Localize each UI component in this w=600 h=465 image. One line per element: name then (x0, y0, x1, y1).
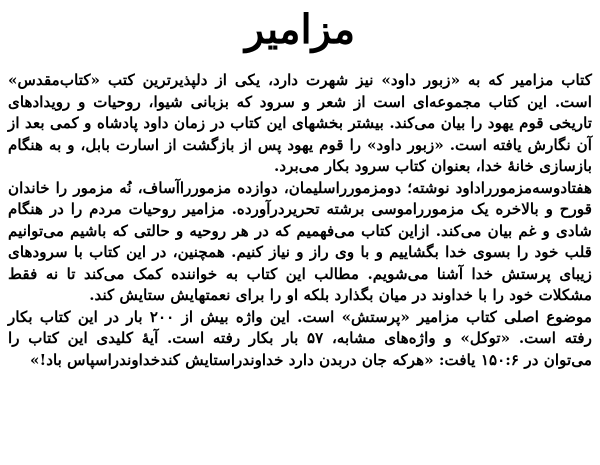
page-title: مزامیر (244, 6, 356, 53)
paragraph-theme: موضوع اصلی کتاب مزامیر «پرستش» است. این واژه بیش از ۲۰۰ بار در این کتاب بکار رفته است. «توکل» و واژه‌های مشابه، ۵۷ بار بکار رفته است. آیهٔ کلیدی این کتاب را می‌توان در ۱۵۰:۶ یافت: «هرکه جان دربدن دارد خداوندراستایش کندخداوندراسپاس باد!» (8, 307, 592, 369)
paragraph-intro: کتاب مزامیر که به «زبور داود» نیز شهرت دارد، یکی از دلپذیرترین کتب «کتاب‌مقدس» است. این کتاب مجموعه‌ای است از شعر و سرود که بزبانی شیوا، روحیات و رویدادهای تاریخی قوم یهود را بیان می‌کند. بیشتر بخشهای این کتاب در زمان داود پادشاه و کمی بعد از آن نگارش یافته است. «زبور داود» را قوم یهود پس از بازگشت از اسارت بابل، و به هنگام بازسازی خانهٔ خدا، بعنوان کتاب سرود بکار می‌برد. (8, 71, 592, 175)
paragraph-authors: هفتادوسه‌مزمورراداود نوشته؛ دومزمورراسلیمان، دوازده مزموررا‌آساف، نُه مزمور را خاندان قورح و بالاخره یک مزمورراموسی برشته تحریردرآورده. مزامیر روحیات مردم را در هنگام شادی و غم بیان می‌کند. ازاین کتاب می‌فهمیم که در هر روحیه و حالتی که باشیم می‌توانیم قلب خود را بسوی خدا بگشاییم و با وی راز و نیاز کنیم. همچنین، در این کتاب با سرودهای زیبای پرستش خدا آشنا می‌شویم. مطالب این کتاب به خواننده کمک می‌کند تا نه فقط مشکلات خود را با خداوند در میان بگذارد بلکه او را برای نعمتهایش ستایش کند. (8, 178, 592, 304)
